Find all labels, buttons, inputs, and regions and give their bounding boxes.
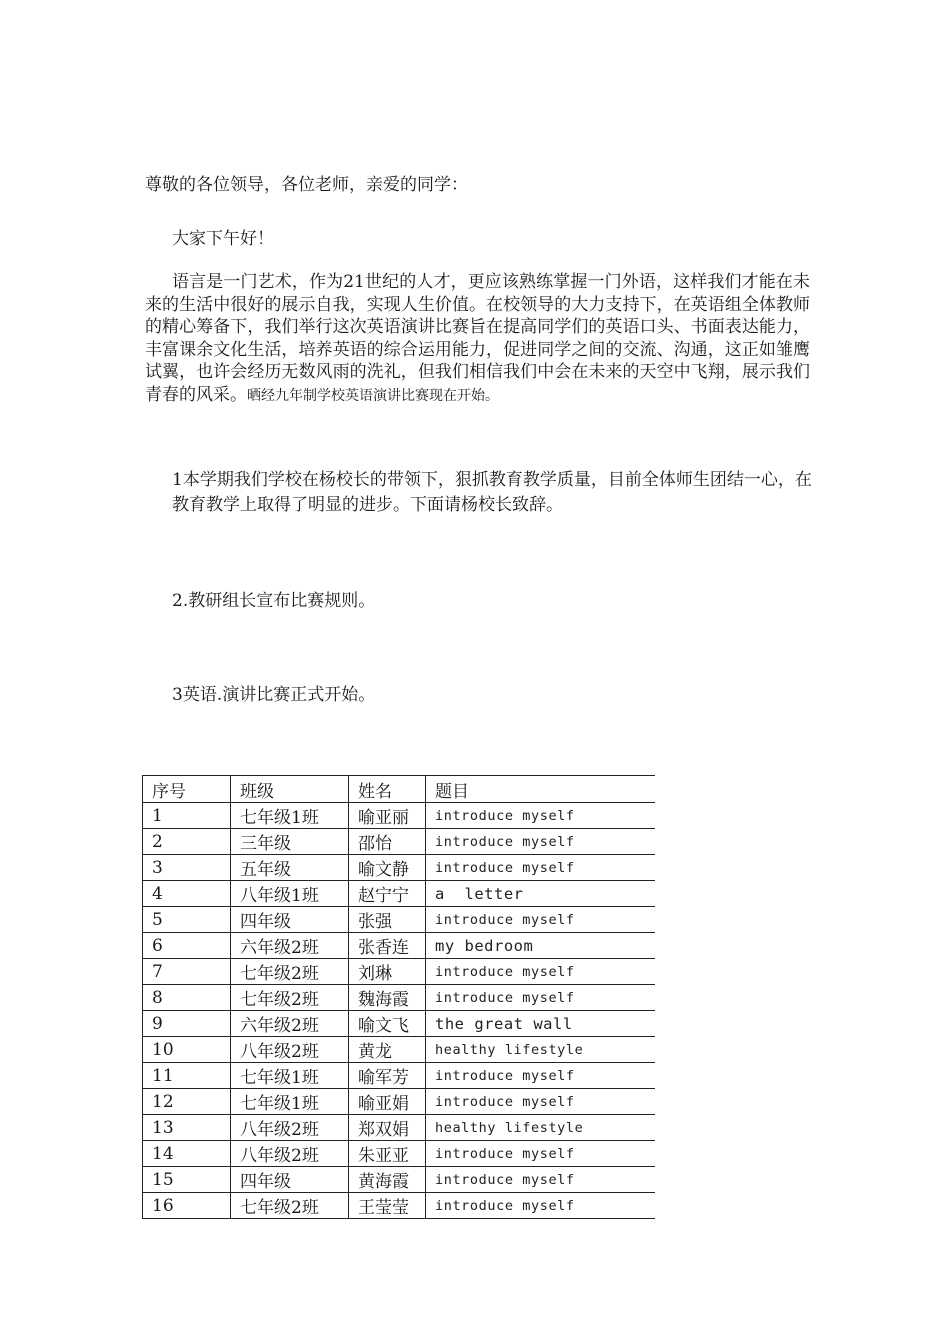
table-row <box>143 1141 656 1167</box>
row-topic: introduce myself <box>435 1093 575 1110</box>
row-name: 喻亚丽 <box>349 803 426 829</box>
row-number: 3 <box>143 855 231 881</box>
header-name: 姓名 <box>349 776 426 803</box>
row-class: 七年级1班 <box>231 1089 349 1115</box>
table-row <box>143 1011 656 1037</box>
table-row <box>143 1063 656 1089</box>
row-topic: healthy lifestyle <box>435 1119 584 1136</box>
table-row <box>143 829 656 855</box>
row-name: 刘琳 <box>349 959 426 985</box>
contestant-table <box>142 775 655 1219</box>
row-name: 喻军芳 <box>349 1063 426 1089</box>
agenda-item-3: 3英语.演讲比赛正式开始。 <box>172 685 376 705</box>
row-name: 赵宁宁 <box>349 881 426 907</box>
table-row <box>143 1193 656 1219</box>
row-number: 15 <box>143 1167 231 1193</box>
row-number: 1 <box>143 803 231 829</box>
row-topic: introduce myself <box>435 1171 575 1188</box>
table-header-row <box>143 776 656 803</box>
row-topic: introduce myself <box>435 963 575 980</box>
row-name: 王莹莹 <box>349 1193 426 1219</box>
row-class: 五年级 <box>231 855 349 881</box>
row-number: 14 <box>143 1141 231 1167</box>
row-class: 三年级 <box>231 829 349 855</box>
row-topic: the great wall <box>435 1014 573 1033</box>
intro-tail-text: 晒经九年制学校英语演讲比赛现在开始。 <box>247 387 499 404</box>
row-name: 黄海霞 <box>349 1167 426 1193</box>
row-name: 邵怡 <box>349 829 426 855</box>
row-topic: my bedroom <box>435 936 534 955</box>
row-name: 喻亚娟 <box>349 1089 426 1115</box>
header-number: 序号 <box>143 776 231 803</box>
row-name: 喻文飞 <box>349 1011 426 1037</box>
table-row <box>143 803 656 829</box>
row-class: 七年级1班 <box>231 803 349 829</box>
salutation: 尊敬的各位领导，各位老师，亲爱的同学： <box>145 175 468 195</box>
row-number: 12 <box>143 1089 231 1115</box>
row-class: 四年级 <box>231 907 349 933</box>
row-name: 郑双娟 <box>349 1115 426 1141</box>
intro-text: 语言是一门艺术，作为21世纪的人才，更应该熟练掌握一门外语，这样我们才能在未来的生活中很好的展示自我，实现人生价值。在校领导的大力支持下，在英语组全体教师的精心筹备下，我们举行这次英语演讲比赛旨在提高同学们的英语口头、书面表达能力，丰富课余文化生活，培养英语的综合运用能力，促进同学之间的交流、沟通，这正如雏鹰试翼，也许会经历无数风雨的洗礼，但我们相信我们中会在未来的天空中飞翔，展示我们青春的风采。 <box>145 272 810 405</box>
row-number: 7 <box>143 959 231 985</box>
table-row <box>143 1167 656 1193</box>
row-name: 黄龙 <box>349 1037 426 1063</box>
row-name: 朱亚亚 <box>349 1141 426 1167</box>
header-topic: 题目 <box>435 781 469 802</box>
table-row <box>143 881 656 907</box>
row-class: 四年级 <box>231 1167 349 1193</box>
row-topic: introduce myself <box>435 1067 575 1084</box>
row-class: 八年级1班 <box>231 881 349 907</box>
row-number: 6 <box>143 933 231 959</box>
row-number: 10 <box>143 1037 231 1063</box>
row-class: 八年级2班 <box>231 1037 349 1063</box>
row-topic: healthy lifestyle <box>435 1041 584 1058</box>
row-topic: introduce myself <box>435 833 575 850</box>
row-number: 4 <box>143 881 231 907</box>
row-name: 魏海霞 <box>349 985 426 1011</box>
header-class: 班级 <box>231 776 349 803</box>
agenda-item-1: 1本学期我们学校在杨校长的带领下，狠抓教育教学质量，目前全体师生团结一心，在教育教学上取得了明显的进步。下面请杨校长致辞。 <box>172 470 812 515</box>
table-row <box>143 959 656 985</box>
intro-paragraph <box>145 271 810 407</box>
row-topic: a letter <box>435 884 524 903</box>
row-number: 9 <box>143 1011 231 1037</box>
row-name: 喻文静 <box>349 855 426 881</box>
agenda-item-2: 2.教研组长宣布比赛规则。 <box>172 591 376 611</box>
row-class: 八年级2班 <box>231 1115 349 1141</box>
row-topic: introduce myself <box>435 911 575 928</box>
table-row <box>143 933 656 959</box>
row-class: 七年级1班 <box>231 1063 349 1089</box>
row-topic: introduce myself <box>435 1197 575 1214</box>
row-number: 5 <box>143 907 231 933</box>
row-topic: introduce myself <box>435 1145 575 1162</box>
row-number: 11 <box>143 1063 231 1089</box>
table-row <box>143 907 656 933</box>
row-class: 七年级2班 <box>231 1193 349 1219</box>
table-row <box>143 1037 656 1063</box>
row-topic: introduce myself <box>435 859 575 876</box>
row-class: 七年级2班 <box>231 985 349 1011</box>
table-row <box>143 1115 656 1141</box>
row-class: 六年级2班 <box>231 933 349 959</box>
row-number: 13 <box>143 1115 231 1141</box>
greeting: 大家下午好！ <box>172 229 274 249</box>
table-row <box>143 985 656 1011</box>
row-name: 张强 <box>349 907 426 933</box>
table-row <box>143 1089 656 1115</box>
row-number: 2 <box>143 829 231 855</box>
row-number: 8 <box>143 985 231 1011</box>
row-class: 八年级2班 <box>231 1141 349 1167</box>
table-body <box>143 803 656 1219</box>
row-class: 六年级2班 <box>231 1011 349 1037</box>
table-row <box>143 855 656 881</box>
row-topic: introduce myself <box>435 989 575 1006</box>
row-name: 张香连 <box>349 933 426 959</box>
row-class: 七年级2班 <box>231 959 349 985</box>
row-topic: introduce myself <box>435 807 575 824</box>
row-number: 16 <box>143 1193 231 1219</box>
